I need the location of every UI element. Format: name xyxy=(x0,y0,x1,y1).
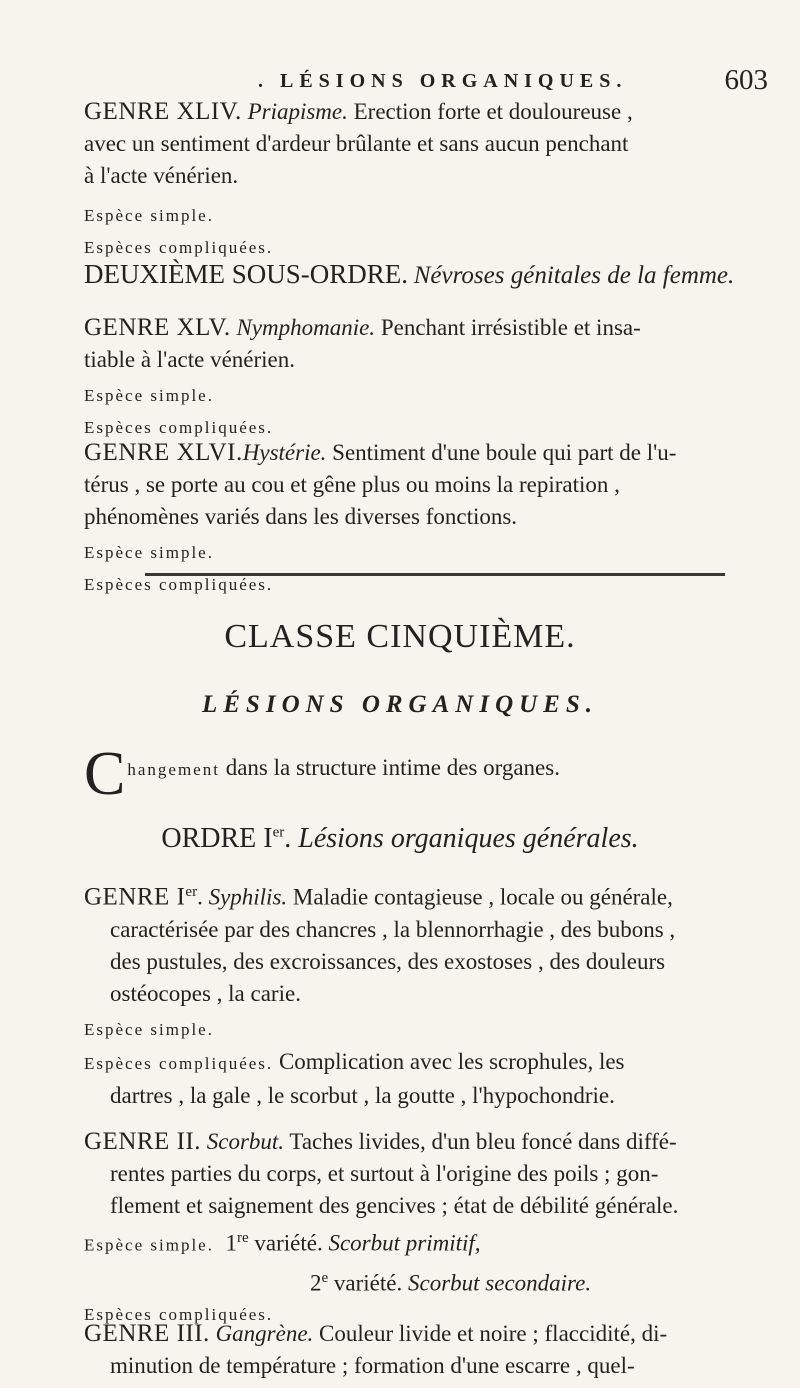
genre-description: Penchant irrésistible et insa- xyxy=(375,315,641,340)
genre-name: Hystérie. xyxy=(242,440,327,465)
sous-ordre-title: Névroses génitales de la femme. xyxy=(413,262,735,289)
variete-label: variété. xyxy=(328,1270,408,1296)
genre-description-line: ostéocopes , la carie. xyxy=(110,980,301,1006)
complication-text: Complication avec les scrophules, les xyxy=(273,1048,625,1074)
espece-simple: Espèce simple. xyxy=(84,206,214,225)
genre-description: Sentiment d'une boule qui part de l'u- xyxy=(326,440,677,465)
genre-description-line: rentes parties du corps, et surtout à l'origine des poils ; gon- xyxy=(110,1161,659,1186)
genre-description-line: flement et saignement des gencives ; état de débilité générale. xyxy=(110,1193,679,1218)
genre-description-line: caractérisée par des chancres , la blennorrhagie , des bubons , xyxy=(110,916,676,942)
genre-name: Scorbut. xyxy=(206,1129,285,1154)
definition-text: dans la structure intime des organes. xyxy=(219,755,560,780)
running-head: . LÉSIONS ORGANIQUES. xyxy=(258,70,628,92)
genre-name: Syphilis. xyxy=(208,884,288,910)
ordre-heading: ORDRE Ier. Lésions organiques générales. xyxy=(161,823,639,854)
genre-description-line: à l'acte vénérien. xyxy=(84,163,239,188)
genre-label: GENRE XLV. xyxy=(84,314,231,341)
variete-name: Scorbut secondaire. xyxy=(408,1270,592,1296)
page-header xyxy=(0,64,800,98)
genre-label: GENRE XLIV. xyxy=(84,98,242,125)
sous-ordre-heading xyxy=(84,258,774,292)
genre-45-entry xyxy=(84,312,774,444)
variete-name: Scorbut primitif, xyxy=(328,1230,481,1256)
genre-label: GENRE XLVI. xyxy=(84,439,243,466)
genre-description-line: tiable à l'acte vénérien. xyxy=(84,347,296,372)
genre-name: Gangrène. xyxy=(215,1321,314,1346)
ordre-title: Lésions organiques générales. xyxy=(298,823,639,854)
genre-description-line: des pustules, des excroissances, des exostoses , des douleurs xyxy=(110,948,666,974)
genre-label-sup: er xyxy=(185,884,198,900)
espece-simple: Espèce simple. xyxy=(84,1019,214,1039)
genre-1-entry: GENRE Ier. Syphilis. Maladie contagieuse , locale ou générale, caractérisée par des chancres , la blennorrhagie , des bubons , des pustules, des excroissances, des exostoses , des douleurs ostéocopes , la carie. Espèce simple. Espèces compliquées. Complication avec les scrophules, les dartres , la gale , le scorbut , la goutte , l'hypochondrie. xyxy=(84,876,774,1112)
genre-description-line: térus , se porte au cou et gêne plus ou moins la repiration , xyxy=(84,472,620,497)
variete-sup: e xyxy=(321,1269,329,1286)
classe-title: CLASSE CINQUIÈME. xyxy=(224,618,576,655)
genre-description: Taches livides, d'un bleu foncé dans diffé- xyxy=(284,1129,677,1154)
genre-label: GENRE II. xyxy=(84,1128,201,1155)
genre-label: GENRE III. xyxy=(84,1320,210,1347)
genre-44-entry xyxy=(84,96,774,264)
variete-label: variété. xyxy=(248,1230,329,1256)
especes-compliquees: Espèces compliquées. xyxy=(84,1053,274,1073)
genre-46-entry xyxy=(84,437,774,601)
especes-compliquees: Espèces compliquées. xyxy=(84,238,274,257)
ordre-label-sup: er xyxy=(272,824,285,841)
classe-subtitle: LÉSIONS ORGANIQUES. xyxy=(201,691,599,718)
especes-compliquees: Espèces compliquées. xyxy=(84,1305,274,1325)
genre-description: Erection forte et douloureuse , xyxy=(347,99,633,124)
ordre-label: ORDRE I xyxy=(161,823,273,854)
genre-label: GENRE I xyxy=(84,883,186,911)
especes-compliquees: Espèces compliquées. xyxy=(84,575,274,594)
drop-cap: C xyxy=(84,740,126,808)
variete-number: 2 xyxy=(310,1270,322,1296)
sous-ordre-label: DEUXIÈME SOUS-ORDRE. xyxy=(84,259,408,289)
espece-simple: Espèce simple. xyxy=(84,543,214,562)
definition-smallcaps: hangement xyxy=(127,760,220,779)
genre-name: Priapisme. xyxy=(247,99,348,124)
section-divider xyxy=(145,573,725,576)
complication-text-line: dartres , la gale , le scorbut , la goutte , l'hypochondrie. xyxy=(110,1082,615,1108)
genre-description: Couleur livide et noire ; flaccidité, di- xyxy=(313,1321,668,1346)
especes-compliquees: Espèces compliquées. xyxy=(84,418,274,437)
espece-simple: Espèce simple. xyxy=(84,1235,214,1255)
genre-name: Nymphomanie. xyxy=(236,315,376,340)
genre-2-entry xyxy=(84,1126,774,1331)
classe-definition xyxy=(84,740,774,808)
page-number: 603 xyxy=(724,64,768,96)
genre-description-line: avec un sentiment d'ardeur brûlante et sans aucun penchant xyxy=(84,131,629,156)
genre-description: Maladie contagieuse , locale ou générale, xyxy=(287,884,673,910)
genre-description-line: minution de température ; formation d'une escarre , quel- xyxy=(110,1353,635,1378)
variete-sup: re xyxy=(236,1230,249,1246)
genre-description-line: phénomènes variés dans les diverses fonctions. xyxy=(84,504,518,529)
espece-simple: Espèce simple. xyxy=(84,386,214,405)
variete-number: 1 xyxy=(225,1230,237,1256)
genre-3-entry xyxy=(84,1318,774,1382)
